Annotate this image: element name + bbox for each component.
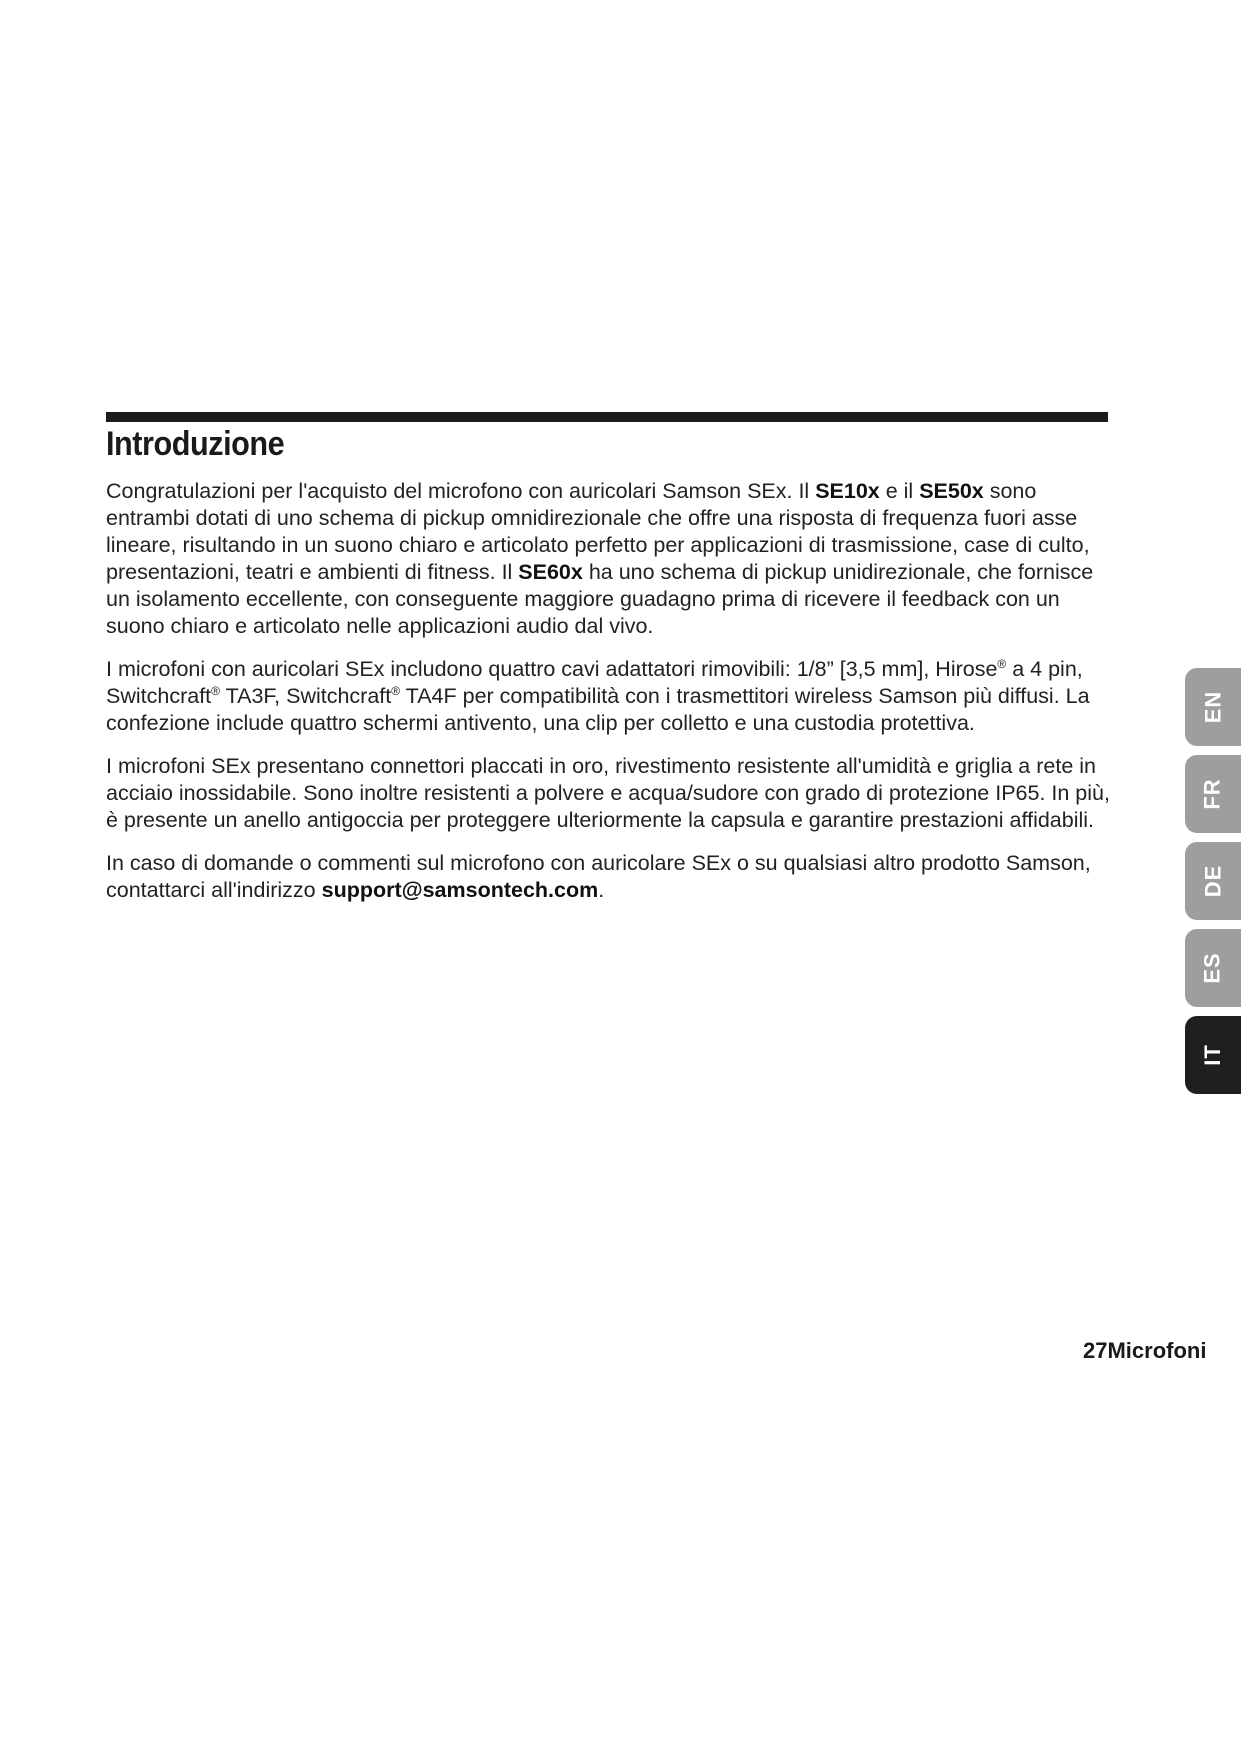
paragraph-features: I microfoni SEx presentano connettori placcati in oro, rivestimento resistente all'umidità e griglia a rete in acciaio inossidabile. Sono inoltre resistenti a polvere e acqua/sudore con grado di protezione IP65. In più, è presente un anello antigoccia per proteggere ulteriormente la capsula e garantire prestazioni affidabili. <box>106 754 1110 832</box>
language-tabs <box>1185 668 1241 1103</box>
text-run: TA4F per compatibilità con i trasmettitori wireless Samson più diffusi. La confezione include quattro schermi antivento, una clip per colletto e una custodia protettiva. <box>106 684 1090 735</box>
language-tab-es[interactable] <box>1185 929 1241 1007</box>
section-rule <box>106 412 1108 422</box>
tab-label: FR <box>1199 778 1225 810</box>
text-run: Congratulazioni per l'acquisto del microfono con auricolari Samson SEx. Il <box>106 479 816 503</box>
text-run: sono entrambi dotati di uno schema di pickup omnidirezionale che offre una risposta di frequenza fuori asse lineare, risultando in un suono chiaro e articolato perfetto per applicazioni di trasmissione, case di culto, presentazioni, teatri e ambienti di fitness. Il <box>106 479 1090 584</box>
registered-mark: ® <box>997 656 1007 671</box>
section-title: Introduzione <box>106 425 285 463</box>
tab-label: IT <box>1200 1044 1225 1066</box>
paragraph-intro <box>106 478 1116 640</box>
text-run: ha uno schema di pickup unidirezionale, che fornisce un isolamento eccellente, con conseguente maggiore guadagno prima di ricevere il feedback con un suono chiaro e articolato nelle applicazioni audio dal vivo. <box>106 560 1094 638</box>
text-run: I microfoni con auricolari SEx includono quattro cavi adattatori rimovibili: 1/8” [3,5 mm], Hirose <box>106 657 998 681</box>
tab-label: EN <box>1200 690 1225 724</box>
text-run: e il <box>879 479 920 503</box>
registered-mark: ® <box>211 683 220 698</box>
support-email-link[interactable]: support@samsontech.com <box>321 878 599 902</box>
page-number: 27 <box>1083 1338 1108 1363</box>
text-run: In caso di domande o commenti sul microfono con auricolare SEx o su qualsiasi altro prodotto Samson, contattarci all'indirizzo <box>106 851 1091 902</box>
body-text <box>106 478 1116 920</box>
language-tab-en[interactable] <box>1185 668 1241 746</box>
tab-label: DE <box>1200 864 1225 898</box>
model-se50x: SE50x <box>919 479 984 503</box>
registered-mark: ® <box>391 683 401 698</box>
language-tab-de[interactable] <box>1185 842 1241 920</box>
paragraph-contact <box>106 850 1116 904</box>
tab-label: ES <box>1199 952 1225 984</box>
text-run: . <box>598 878 605 902</box>
text-run: a 4 pin, Switchcraft <box>106 657 1083 708</box>
model-se10x: SE10x <box>815 479 880 503</box>
text-run: TA3F, Switchcraft <box>219 684 392 708</box>
model-se60x: SE60x <box>518 560 583 584</box>
paragraph-cables <box>106 656 1116 737</box>
language-tab-it[interactable] <box>1185 1016 1241 1094</box>
language-tab-fr[interactable] <box>1185 755 1241 833</box>
page-footer <box>1083 1338 1241 1364</box>
running-title: Microfoni <box>1107 1338 1207 1363</box>
